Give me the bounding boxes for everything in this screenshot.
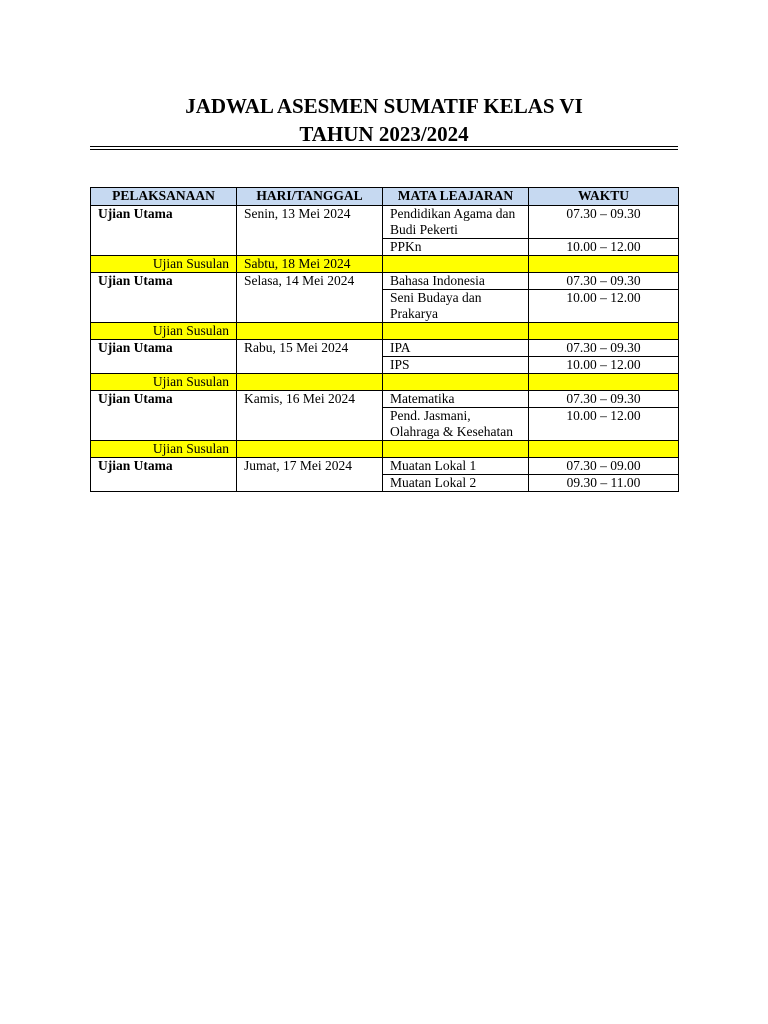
waktu-cell: 10.00 – 12.00: [529, 290, 679, 323]
schedule-table: [90, 187, 679, 492]
susulan-mapel: [383, 256, 529, 273]
waktu-cell: 09.30 – 11.00: [529, 475, 679, 492]
mapel-cell: IPA: [383, 340, 529, 357]
tanggal-cell: Selasa, 14 Mei 2024: [237, 273, 383, 323]
pelaksanaan-cell: Ujian Utama: [91, 340, 237, 374]
susulan-label: Ujian Susulan: [91, 374, 237, 391]
mapel-cell: Pendidikan Agama dan Budi Pekerti: [383, 206, 529, 239]
susulan-tanggal: Sabtu, 18 Mei 2024: [237, 256, 383, 273]
waktu-cell: 10.00 – 12.00: [529, 357, 679, 374]
susulan-waktu: [529, 256, 679, 273]
table-row: [91, 458, 679, 475]
waktu-cell: 07.30 – 09.30: [529, 273, 679, 290]
waktu-cell: 07.30 – 09.30: [529, 340, 679, 357]
table-row: [91, 340, 679, 357]
mapel-cell: Bahasa Indonesia: [383, 273, 529, 290]
susulan-tanggal: [237, 323, 383, 340]
mapel-cell: Pend. Jasmani, Olahraga & Kesehatan: [383, 408, 529, 441]
table-header-row: [91, 188, 679, 206]
waktu-cell: 07.30 – 09.00: [529, 458, 679, 475]
susulan-row: [91, 323, 679, 340]
title-divider: [90, 146, 678, 150]
waktu-cell: 10.00 – 12.00: [529, 408, 679, 441]
mapel-cell: Muatan Lokal 2: [383, 475, 529, 492]
susulan-mapel: [383, 374, 529, 391]
pelaksanaan-cell: Ujian Utama: [91, 458, 237, 492]
tanggal-cell: Senin, 13 Mei 2024: [237, 206, 383, 256]
waktu-cell: 07.30 – 09.30: [529, 391, 679, 408]
mapel-cell: Muatan Lokal 1: [383, 458, 529, 475]
tanggal-cell: Rabu, 15 Mei 2024: [237, 340, 383, 374]
susulan-tanggal: [237, 441, 383, 458]
susulan-label: Ujian Susulan: [91, 323, 237, 340]
susulan-mapel: [383, 323, 529, 340]
header-waktu: WAKTU: [529, 188, 679, 206]
mapel-cell: IPS: [383, 357, 529, 374]
waktu-cell: 07.30 – 09.30: [529, 206, 679, 239]
susulan-mapel: [383, 441, 529, 458]
header-mata-pelajaran: MATA LEAJARAN: [383, 188, 529, 206]
susulan-label: Ujian Susulan: [91, 256, 237, 273]
header-pelaksanaan: PELAKSANAAN: [91, 188, 237, 206]
table-row: [91, 273, 679, 290]
mapel-cell: Matematika: [383, 391, 529, 408]
susulan-label: Ujian Susulan: [91, 441, 237, 458]
pelaksanaan-cell: Ujian Utama: [91, 391, 237, 441]
header-hari-tanggal: HARI/TANGGAL: [237, 188, 383, 206]
susulan-waktu: [529, 374, 679, 391]
pelaksanaan-cell: Ujian Utama: [91, 206, 237, 256]
waktu-cell: 10.00 – 12.00: [529, 239, 679, 256]
susulan-row: [91, 256, 679, 273]
table-row: [91, 206, 679, 239]
tanggal-cell: Kamis, 16 Mei 2024: [237, 391, 383, 441]
table-row: [91, 391, 679, 408]
document-title: JADWAL ASESMEN SUMATIF KELAS VI: [185, 94, 583, 118]
susulan-row: [91, 441, 679, 458]
susulan-row: [91, 374, 679, 391]
mapel-cell: Seni Budaya dan Prakarya: [383, 290, 529, 323]
document-subtitle: TAHUN 2023/2024: [299, 122, 469, 146]
tanggal-cell: Jumat, 17 Mei 2024: [237, 458, 383, 492]
susulan-tanggal: [237, 374, 383, 391]
susulan-waktu: [529, 441, 679, 458]
susulan-waktu: [529, 323, 679, 340]
pelaksanaan-cell: Ujian Utama: [91, 273, 237, 323]
mapel-cell: PPKn: [383, 239, 529, 256]
